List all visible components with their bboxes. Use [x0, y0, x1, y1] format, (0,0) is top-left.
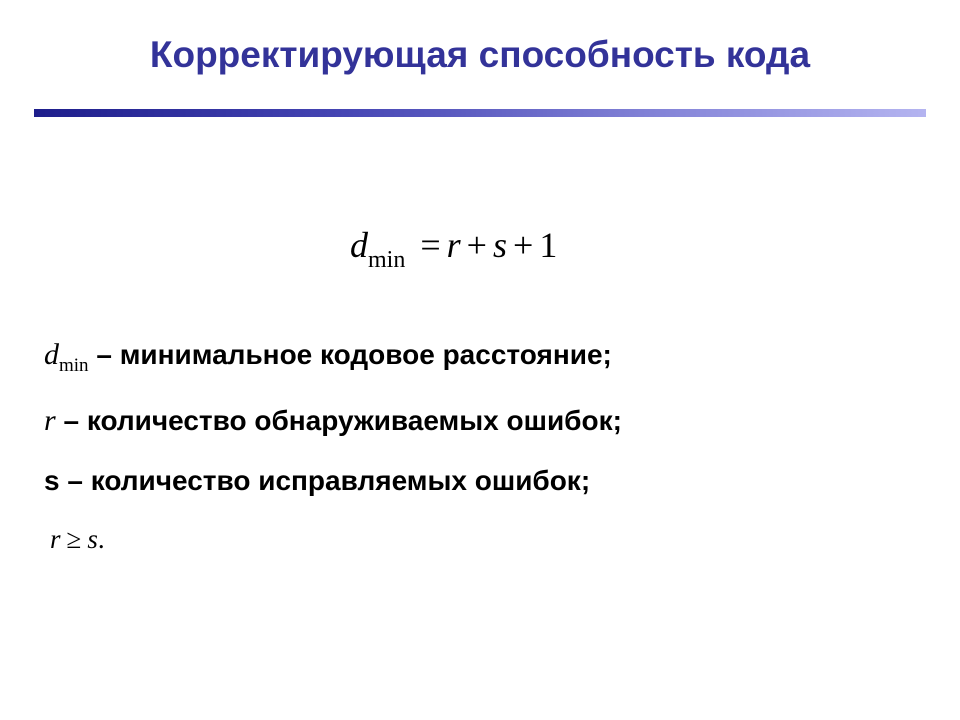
- formula-s: s: [492, 225, 507, 265]
- definition-r: [44, 404, 622, 438]
- formula-equals: =: [420, 225, 441, 265]
- inequality-right: s: [87, 524, 98, 554]
- definition-r-var: r: [44, 404, 56, 437]
- definition-s-text: – количество исправляемых ошибок;: [59, 465, 591, 496]
- definition-s-var: s: [44, 465, 60, 496]
- formula-plus-2: +: [513, 225, 534, 265]
- main-formula: [350, 224, 558, 273]
- formula-one: 1: [539, 225, 558, 265]
- definition-dmin-var: d: [44, 338, 59, 371]
- definition-dmin-text: – минимальное кодовое расстояние;: [88, 339, 612, 370]
- inequality: [50, 524, 105, 555]
- inequality-period: .: [97, 524, 105, 554]
- definition-r-text: – количество обнаруживаемых ошибок;: [55, 405, 622, 436]
- formula-r: r: [446, 225, 461, 265]
- inequality-operator: ≥: [66, 524, 82, 554]
- formula-d: d: [350, 225, 368, 265]
- definition-dmin-subscript: min: [59, 355, 89, 376]
- inequality-left: r: [50, 524, 61, 554]
- slide-title: Корректирующая способность кода: [149, 34, 811, 75]
- definition-s: [44, 465, 590, 497]
- definition-dmin: [44, 338, 612, 376]
- formula-plus-1: +: [466, 225, 487, 265]
- formula-d-subscript: min: [368, 247, 406, 273]
- title-underline: [34, 109, 926, 117]
